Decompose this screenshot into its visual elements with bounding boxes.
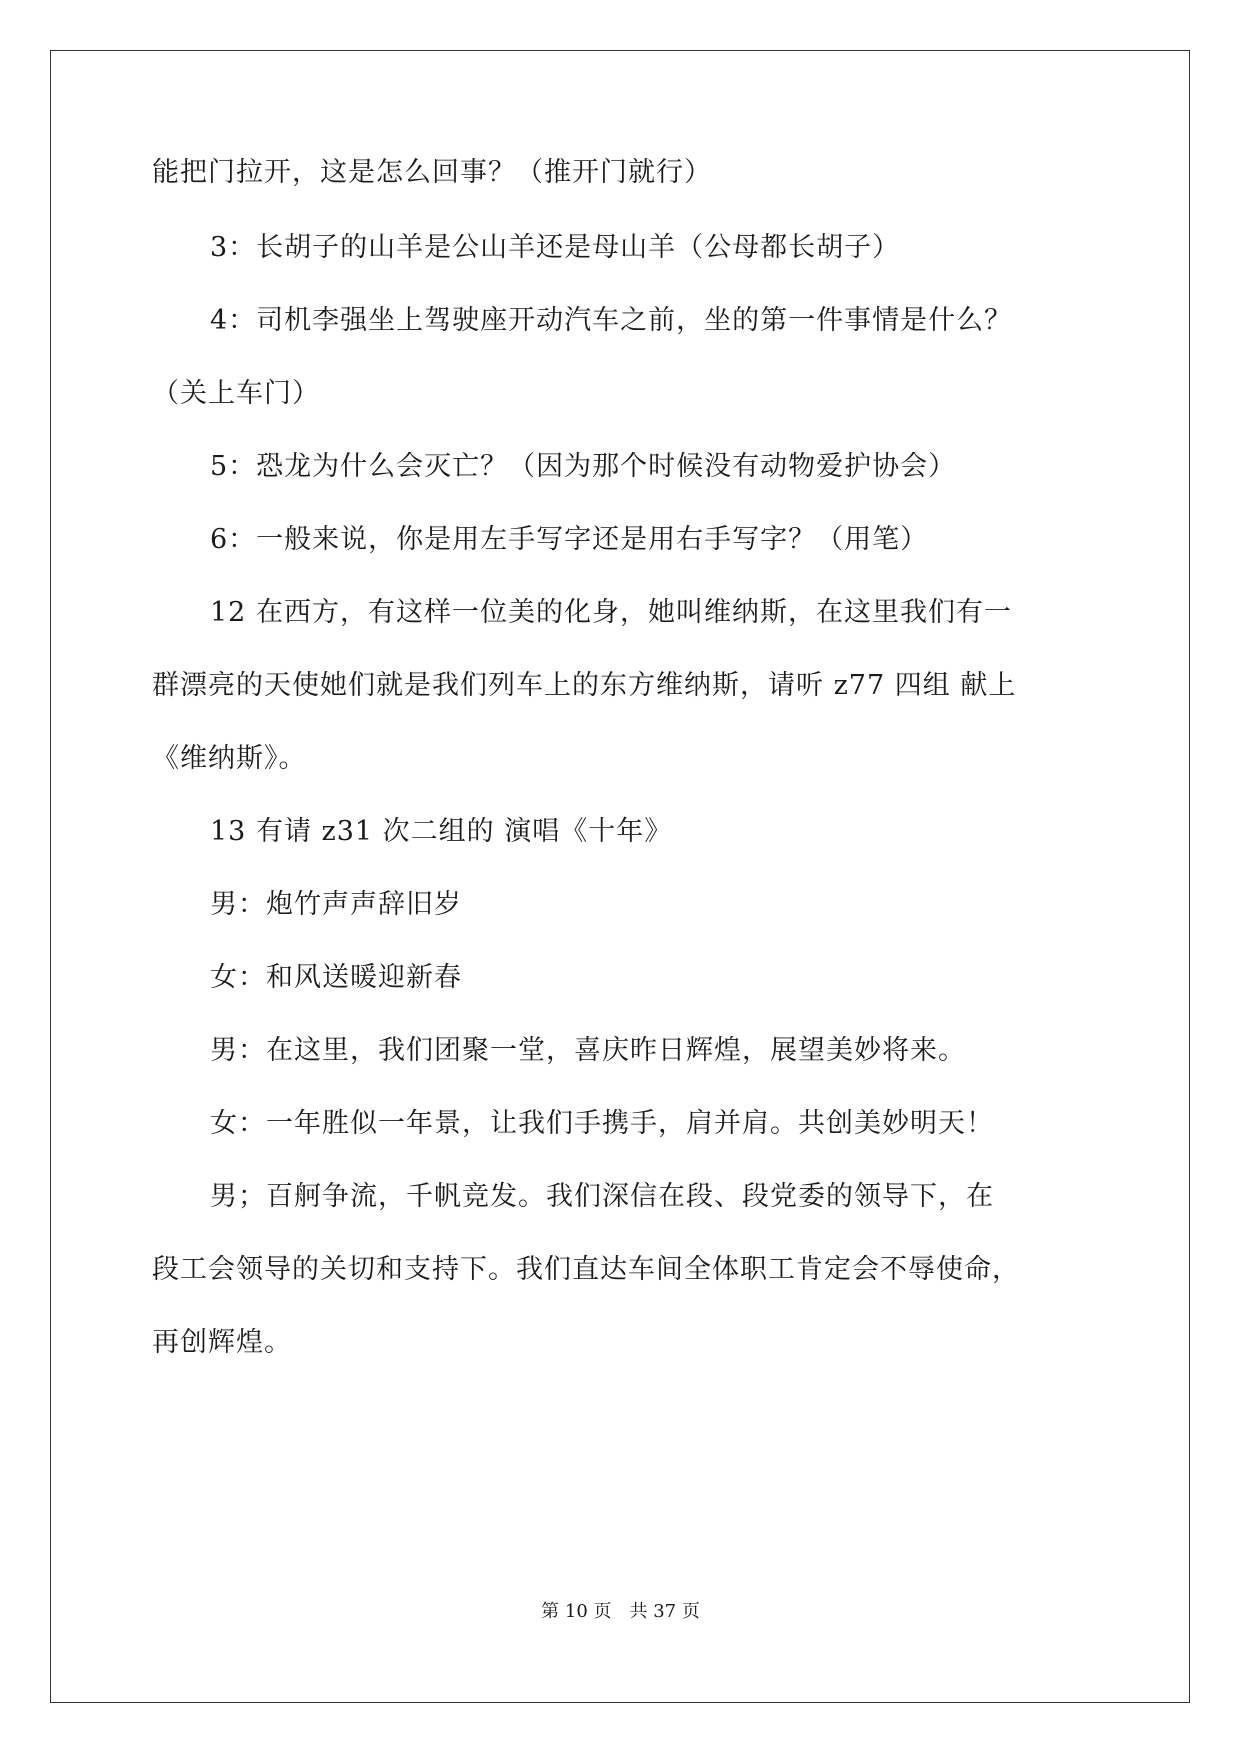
page-number-footer: 第 10 页 共 37 页	[541, 1601, 700, 1622]
text-line: 《维纳斯》。	[152, 743, 307, 774]
text-line: 女：和风送暖迎新春	[210, 962, 462, 993]
text-line: 6：一般来说，你是用左手写字还是用右手写字？（用笔）	[210, 524, 929, 555]
page-border	[50, 50, 1190, 1703]
text-line: 能把门拉开，这是怎么回事？（推开门就行）	[152, 157, 712, 188]
text-line: 男：炮竹声声辞旧岁	[210, 889, 462, 920]
text-line: 女：一年胜似一年景，让我们手携手，肩并肩。共创美妙明天！	[210, 1108, 994, 1139]
text-line: 13 有请 z31 次二组的 演唱《十年》	[210, 816, 673, 847]
text-line: 12 在西方，有这样一位美的化身，她叫维纳斯，在这里我们有一	[210, 597, 1012, 628]
text-line: 段工会领导的关切和支持下。我们直达车间全体职工肯定会不辱使命，	[152, 1254, 1020, 1285]
text-line: 男；百舸争流，千帆竞发。我们深信在段、段党委的领导下，在	[210, 1181, 994, 1212]
text-line: 再创辉煌。	[152, 1327, 292, 1358]
text-line: 男：在这里，我们团聚一堂，喜庆昨日辉煌，展望美妙将来。	[210, 1035, 966, 1066]
text-line: 4：司机李强坐上驾驶座开动汽车之前，坐的第一件事情是什么？	[210, 305, 1013, 336]
text-line: 3：长胡子的山羊是公山羊还是母山羊（公母都长胡子）	[210, 232, 901, 263]
text-line: 5：恐龙为什么会灭亡？（因为那个时候没有动物爱护协会）	[210, 451, 957, 482]
text-line: （关上车门）	[152, 378, 320, 409]
text-line: 群漂亮的天使她们就是我们列车上的东方维纳斯，请听 z77 四组 献上	[152, 670, 1017, 701]
